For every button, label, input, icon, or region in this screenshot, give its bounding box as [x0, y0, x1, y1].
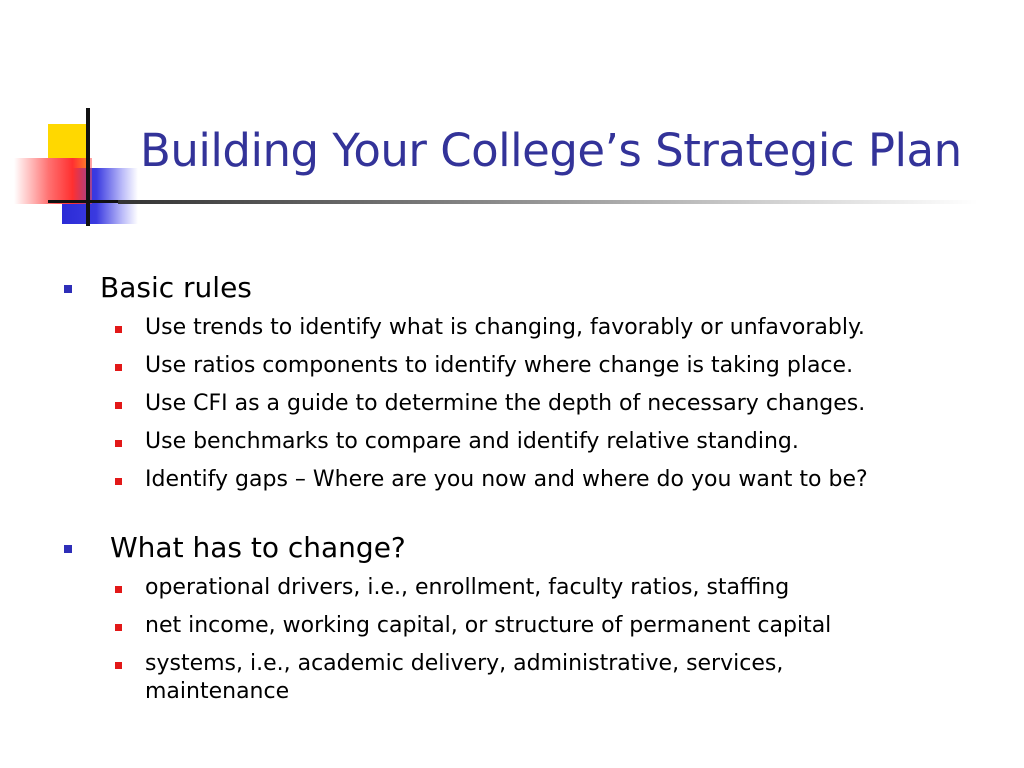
- section-heading-text: What has to change?: [110, 531, 406, 564]
- section-heading-basic-rules: [60, 268, 1000, 308]
- vertical-line: [86, 108, 90, 226]
- list-item: [60, 314, 1000, 342]
- list-item-text: Identify gaps – Where are you now and where do you want to be?: [145, 467, 868, 492]
- list-item-text: Use trends to identify what is changing, favorably or unfavorably.: [145, 315, 865, 340]
- square-bullet-icon: [115, 624, 122, 631]
- list-item: [60, 466, 1000, 494]
- list-item-text: systems, i.e., academic delivery, administrative, services, maintenance: [145, 651, 784, 704]
- square-bullet-icon: [115, 440, 122, 447]
- square-bullet-icon: [64, 545, 72, 553]
- decorative-logo: [0, 0, 160, 240]
- slide-content: [60, 268, 1000, 716]
- list-item-text: operational drivers, i.e., enrollment, faculty ratios, staffing: [145, 575, 790, 600]
- list-item-text: net income, working capital, or structure of permanent capital: [145, 613, 832, 638]
- list-item-text: Use CFI as a guide to determine the depth of necessary changes.: [145, 391, 866, 416]
- list-item: [60, 612, 1000, 640]
- title-underline: [118, 200, 978, 204]
- slide-title: Building Your College’s Strategic Plan: [140, 124, 962, 177]
- square-bullet-icon: [115, 586, 122, 593]
- basic-rules-list: [60, 314, 1000, 494]
- list-item: [60, 574, 1000, 602]
- square-bullet-icon: [115, 402, 122, 409]
- square-bullet-icon: [64, 285, 72, 293]
- list-item: [60, 650, 905, 706]
- square-bullet-icon: [115, 478, 122, 485]
- list-item: [60, 390, 1000, 418]
- list-item-text: Use benchmarks to compare and identify relative standing.: [145, 429, 799, 454]
- square-bullet-icon: [115, 326, 122, 333]
- square-bullet-icon: [115, 662, 122, 669]
- square-bullet-icon: [115, 364, 122, 371]
- red-square: [14, 158, 92, 204]
- section-heading-what-has-to-change: [60, 528, 1000, 568]
- list-item-text: Use ratios components to identify where change is taking place.: [145, 353, 854, 378]
- what-has-to-change-list: [60, 574, 1000, 706]
- section-heading-text: Basic rules: [100, 271, 252, 304]
- list-item: [60, 352, 1000, 380]
- list-item: [60, 428, 1000, 456]
